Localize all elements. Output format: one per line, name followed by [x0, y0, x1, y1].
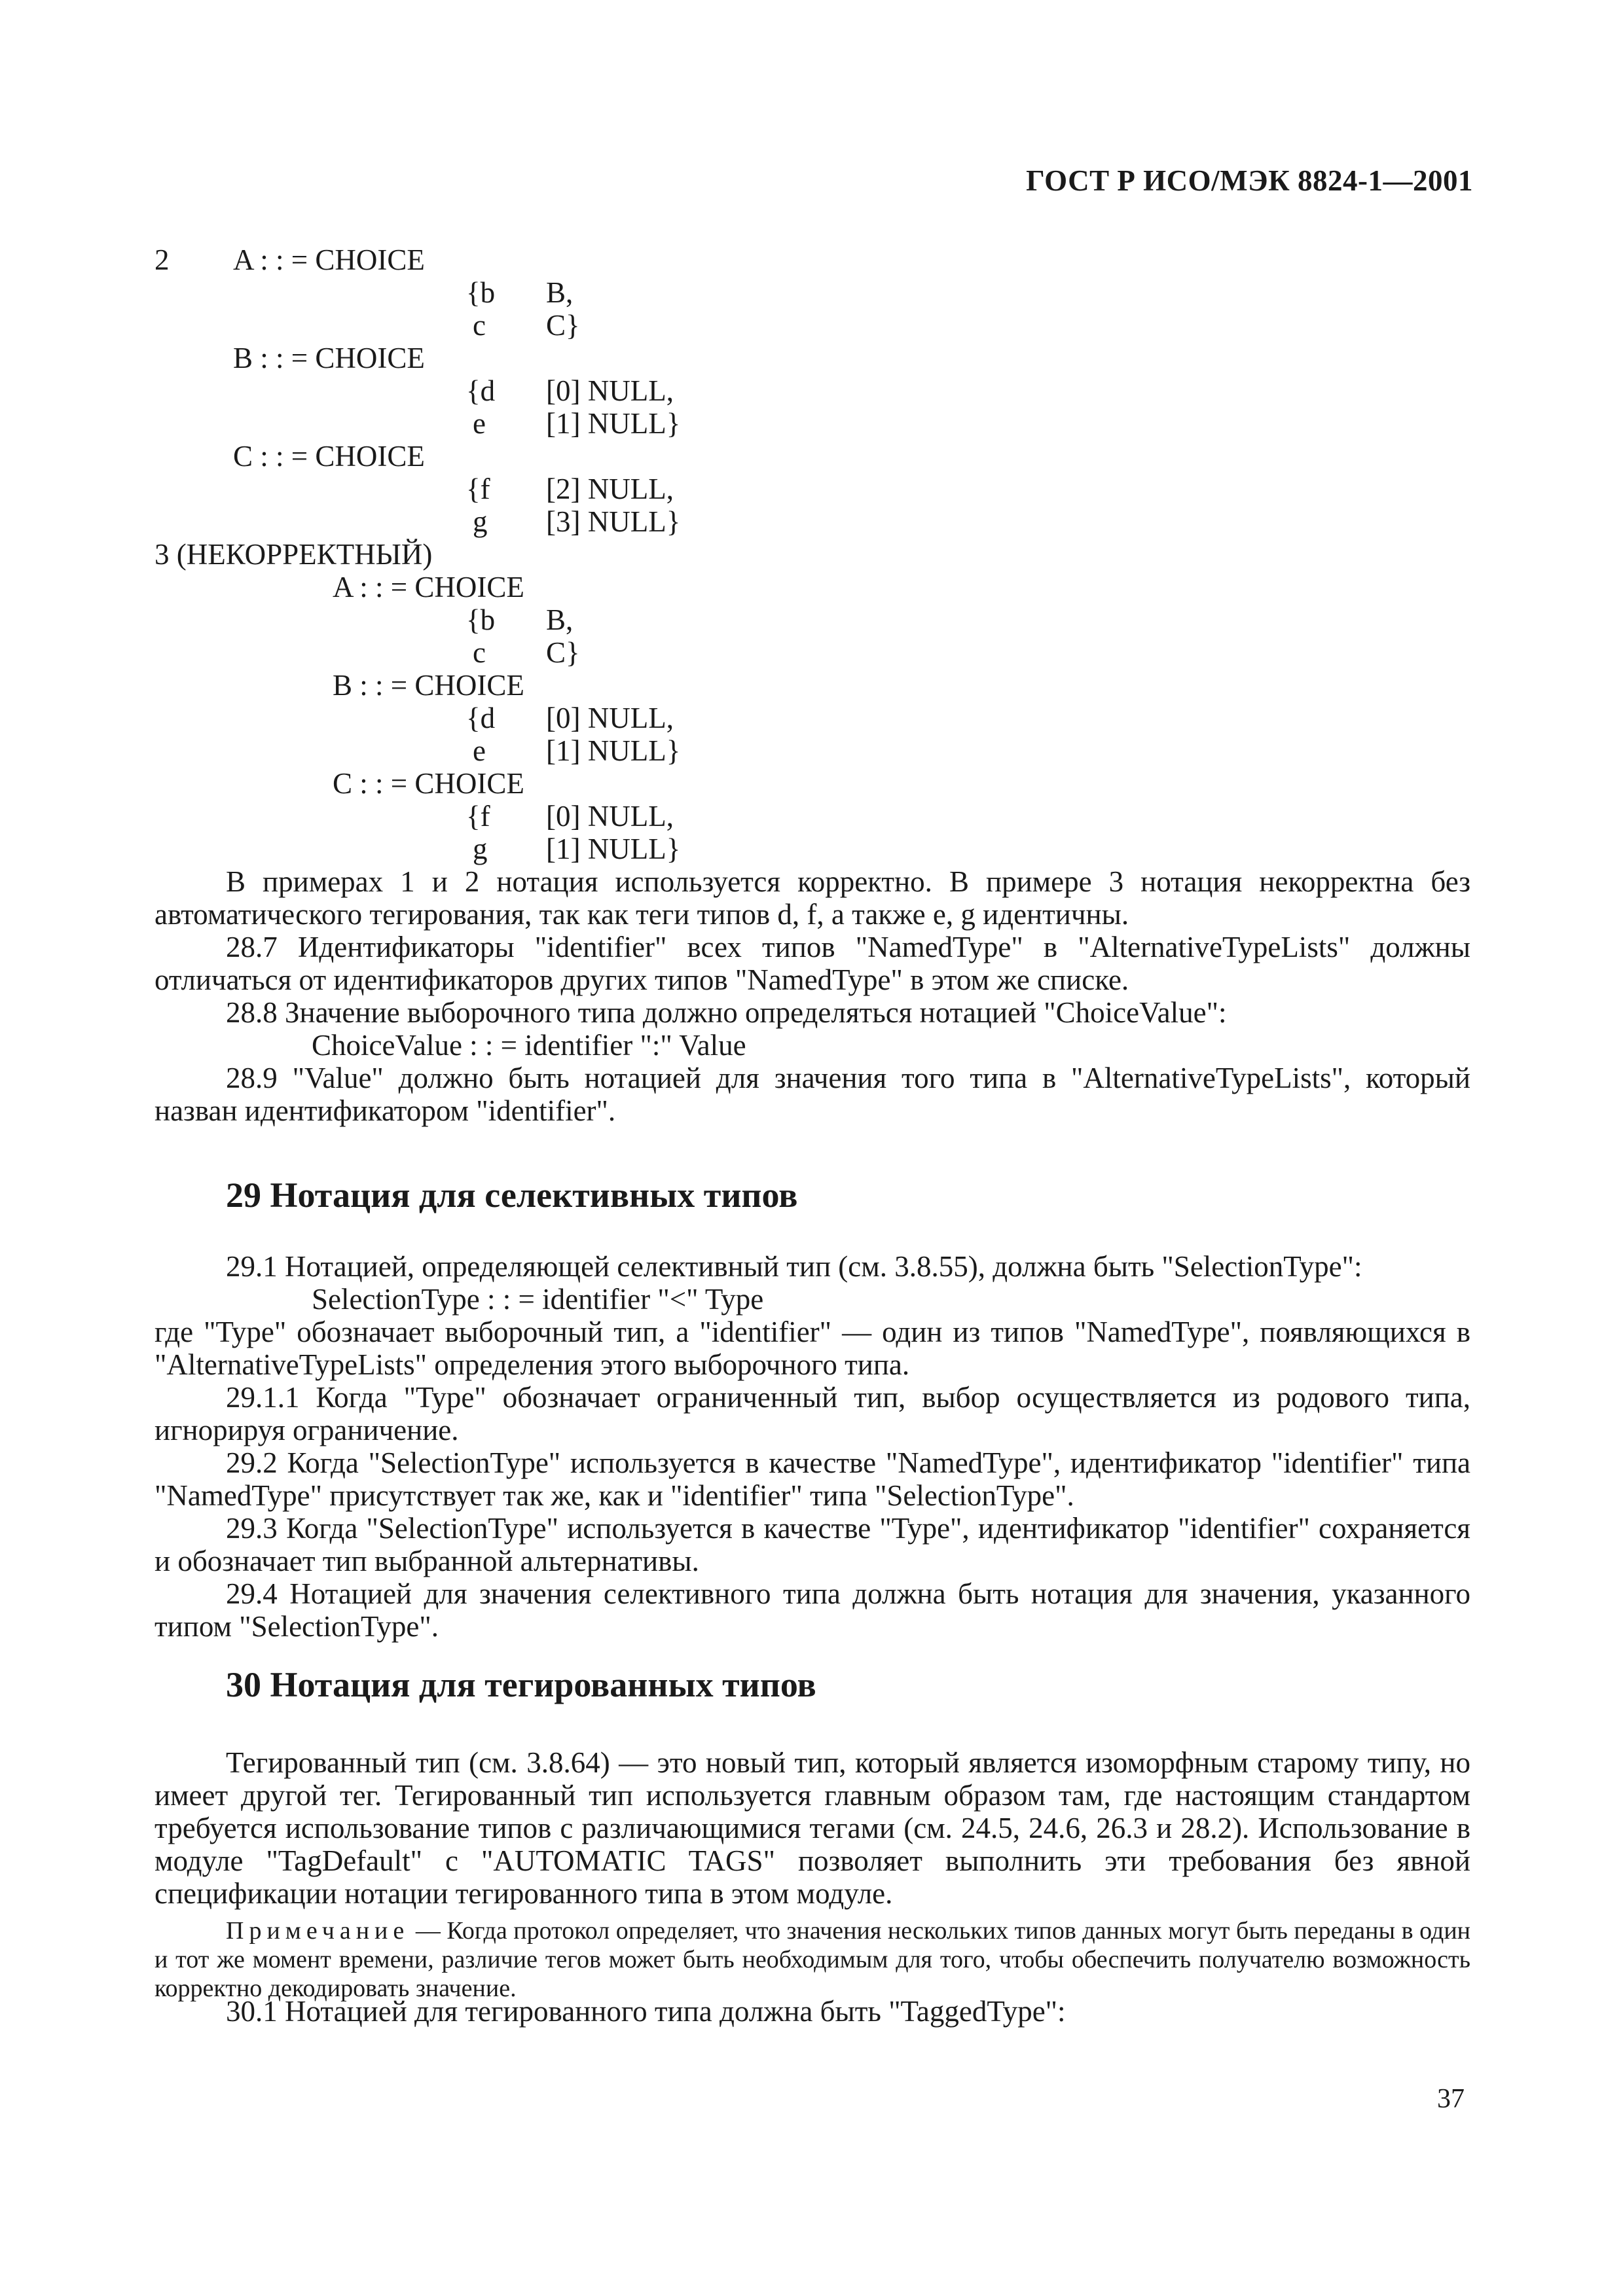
code-identifier: {d	[466, 374, 496, 407]
code-type: [0] NULL,	[546, 800, 674, 833]
code-type: [1] NULL}	[546, 734, 681, 767]
code-identifier: g	[473, 505, 488, 538]
code-type: [2] NULL,	[546, 473, 674, 505]
example-number: 2	[155, 243, 170, 276]
code-identifier: {f	[466, 800, 490, 833]
paragraph-30-1: 30.1 Нотацией для тегированного типа должна быть "TaggedType":	[226, 1995, 1066, 2028]
paragraph-29-1-continued: где "Type" обозначает выборочный тип, а "identifier" — один из типов "NamedType", появляющихся в "AlternativeTypeLists" определения этого выборочного типа.	[155, 1316, 1470, 1381]
note-label: Примечание	[226, 1917, 410, 1945]
example-label: 3 (НЕКОРРЕКТНЫЙ)	[155, 538, 433, 571]
paragraph-29-3: 29.3 Когда "SelectionType" используется в качестве "Type", идентификатор "identifier" сохраняется и обозначает тип выбранной альтернативы.	[155, 1512, 1470, 1577]
paragraph-28-8: 28.8 Значение выборочного типа должно определяться нотацией "ChoiceValue":	[226, 996, 1227, 1029]
note-block	[155, 1916, 1470, 2003]
code-line: B : : = CHOICE	[233, 342, 425, 374]
code-identifier: {b	[466, 276, 496, 309]
section-30-text	[155, 1746, 1470, 1910]
code-identifier: e	[473, 734, 486, 767]
note-text: — Когда протокол определяет, что значения нескольких типов данных могут быть переданы в один и тот же момент времени, различие тегов может быть необходимым для того, чтобы обеспечить получателю возможность корректно декодировать значение.	[155, 1917, 1470, 2002]
code-line: A : : = CHOICE	[233, 243, 425, 276]
paragraph: В примерах 1 и 2 нотация используется корректно. В примере 3 нотация некорректна без автоматического тегирования, так как теги типов d, f, а также e, g идентичны.	[155, 865, 1470, 931]
code-type: [1] NULL}	[546, 407, 681, 440]
code-type: [0] NULL,	[546, 374, 674, 407]
section-29-heading: 29 Нотация для селективных типов	[226, 1175, 798, 1215]
code-line: B : : = CHOICE	[333, 669, 524, 702]
code-type: B,	[546, 603, 574, 636]
code-identifier: {b	[466, 603, 496, 636]
section-30-heading: 30 Нотация для тегированных типов	[226, 1665, 816, 1704]
code-type: C}	[546, 636, 580, 669]
code-line: C : : = CHOICE	[333, 767, 524, 800]
code-type: C}	[546, 309, 580, 342]
code-type: [1] NULL}	[546, 833, 681, 865]
code-type: [0] NULL,	[546, 702, 674, 734]
code-identifier: g	[473, 833, 488, 865]
paragraph-29-4: 29.4 Нотацией для значения селективного типа должна быть нотация для значения, указанного типом "SelectionType".	[155, 1577, 1470, 1643]
paragraph-29-1: 29.1 Нотацией, определяющей селективный тип (см. 3.8.55), должна быть "SelectionType":	[226, 1250, 1362, 1283]
code-type: B,	[546, 276, 574, 309]
paragraph-30-intro: Тегированный тип (см. 3.8.64) — это новый тип, который является изоморфным старому типу, но имеет другой тег. Тегированный тип используется главным образом там, где настоящим стандартом требуется использование типов с различающимися тегами (см. 24.5, 24.6, 26.3 и 28.2). Использование в модуле "TagDefault" с "AUTOMATIC TAGS" позволяет выполнить эти требования без явной спецификации нотации тегированного типа в этом модуле.	[155, 1746, 1470, 1910]
code-identifier: {f	[466, 473, 490, 505]
code-identifier: c	[473, 636, 486, 669]
code-line: A : : = CHOICE	[333, 571, 524, 603]
code-identifier: {d	[466, 702, 496, 734]
paragraph-29-1-1: 29.1.1 Когда "Type" обозначает ограниченный тип, выбор осуществляется из родового типа, игнорируя ограничение.	[155, 1381, 1470, 1446]
page-number: 37	[1437, 2084, 1465, 2114]
code-identifier: c	[473, 309, 486, 342]
code-line: C : : = CHOICE	[233, 440, 425, 473]
section-29-text	[155, 1250, 1470, 1643]
code-type: [3] NULL}	[546, 505, 681, 538]
document-header: ГОСТ Р ИСО/МЭК 8824-1—2001	[1026, 164, 1473, 197]
paragraph-29-2: 29.2 Когда "SelectionType" используется в качестве "NamedType", идентификатор "identifier" типа "NamedType" присутствует так же, как и "identifier" типа "SelectionType".	[155, 1446, 1470, 1512]
code-identifier: e	[473, 407, 486, 440]
paragraph-28-9: 28.9 "Value" должно быть нотацией для значения того типа в "AlternativeTypeLists", который назван идентификатором "identifier".	[155, 1062, 1470, 1127]
formula-choice-value: ChoiceValue : : = identifier ":" Value	[312, 1029, 746, 1062]
section-30-1-text	[155, 1995, 1470, 2028]
clause-28-text	[155, 865, 1470, 1127]
paragraph-28-7: 28.7 Идентификаторы "identifier" всех типов "NamedType" в "AlternativeTypeLists" должны отличаться от идентификаторов других типов "NamedType" в этом же списке.	[155, 931, 1470, 996]
formula-selection-type: SelectionType : : = identifier "<" Type	[312, 1283, 764, 1316]
